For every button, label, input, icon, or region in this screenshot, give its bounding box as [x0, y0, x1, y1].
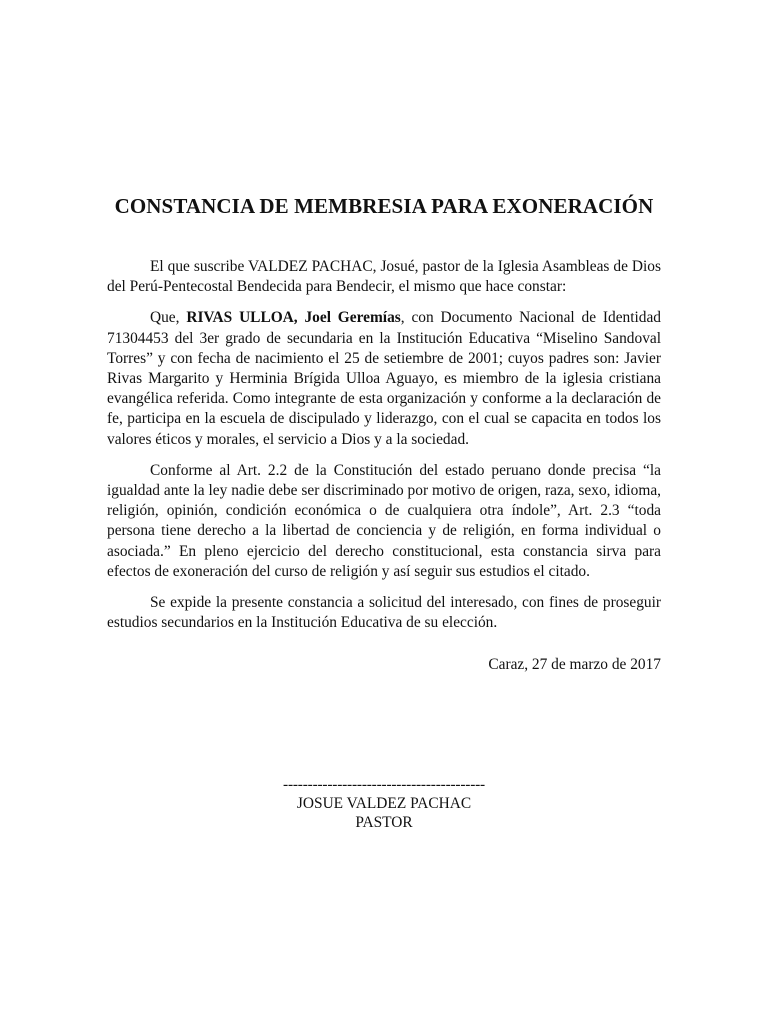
document-date: Caraz, 27 de marzo de 2017: [488, 656, 661, 673]
member-name: RIVAS ULLOA, Joel Geremías: [186, 309, 401, 327]
paragraph-constitution: Conforme al Art. 2.2 de la Constitución del estado peruano donde precisa “la igualdad ante la ley nadie debe ser discriminado por motivo de origen, raza, sexo, idioma, religión, opinión, condición económica o de cualquiera otra índole”, Art. 2.3 “toda persona tiene derecho a la libertad de conciencia y de religión, en forma individual o asociada.” En pleno ejercicio del derecho constitucional, esta constancia sirva para efectos de exoneración del curso de religión y así seguir sus estudios el citado.: [107, 461, 661, 580]
signature-block: [234, 775, 534, 832]
signer-name: JOSUE VALDEZ PACHAC: [296, 795, 472, 812]
document-body: [107, 257, 661, 644]
signature-line: -----------------------------------------: [283, 776, 485, 793]
paragraph-member-intro: Que,: [150, 309, 187, 327]
document-title: CONSTANCIA DE MEMBRESIA PARA EXONERACIÓN: [114, 194, 654, 218]
paragraph-member-rest: , con Documento Nacional de Identidad 71304453 del 3er grado de secundaria en la Institución Educativa “Miselino Sandoval Torres” y con fecha de nacimiento el 25 de setiembre de 2001; cuyos padres son: Javier Rivas Margarito y Herminia Brígida Ulloa Aguayo, es miembro de la iglesia cristiana evangélica referida. Como integrante de esta organización y conforme a la declaración de fe, participa en la escuela de discipulado y liderazgo, con el cual se capacita en todos los valores éticos y morales, el servicio a Dios y a la sociedad.: [107, 309, 662, 448]
paragraph-issuance: Se expide la presente constancia a solicitud del interesado, con fines de proseguir estudios secundarios en la Institución Educativa de su elección.: [107, 594, 661, 632]
signer-role: PASTOR: [355, 814, 413, 831]
paragraph-signatory: El que suscribe VALDEZ PACHAC, Josué, pastor de la Iglesia Asambleas de Dios del Perú-Pentecostal Bendecida para Bendecir, el mismo que hace constar:: [107, 258, 661, 296]
paragraph-member-details: [107, 308, 661, 449]
